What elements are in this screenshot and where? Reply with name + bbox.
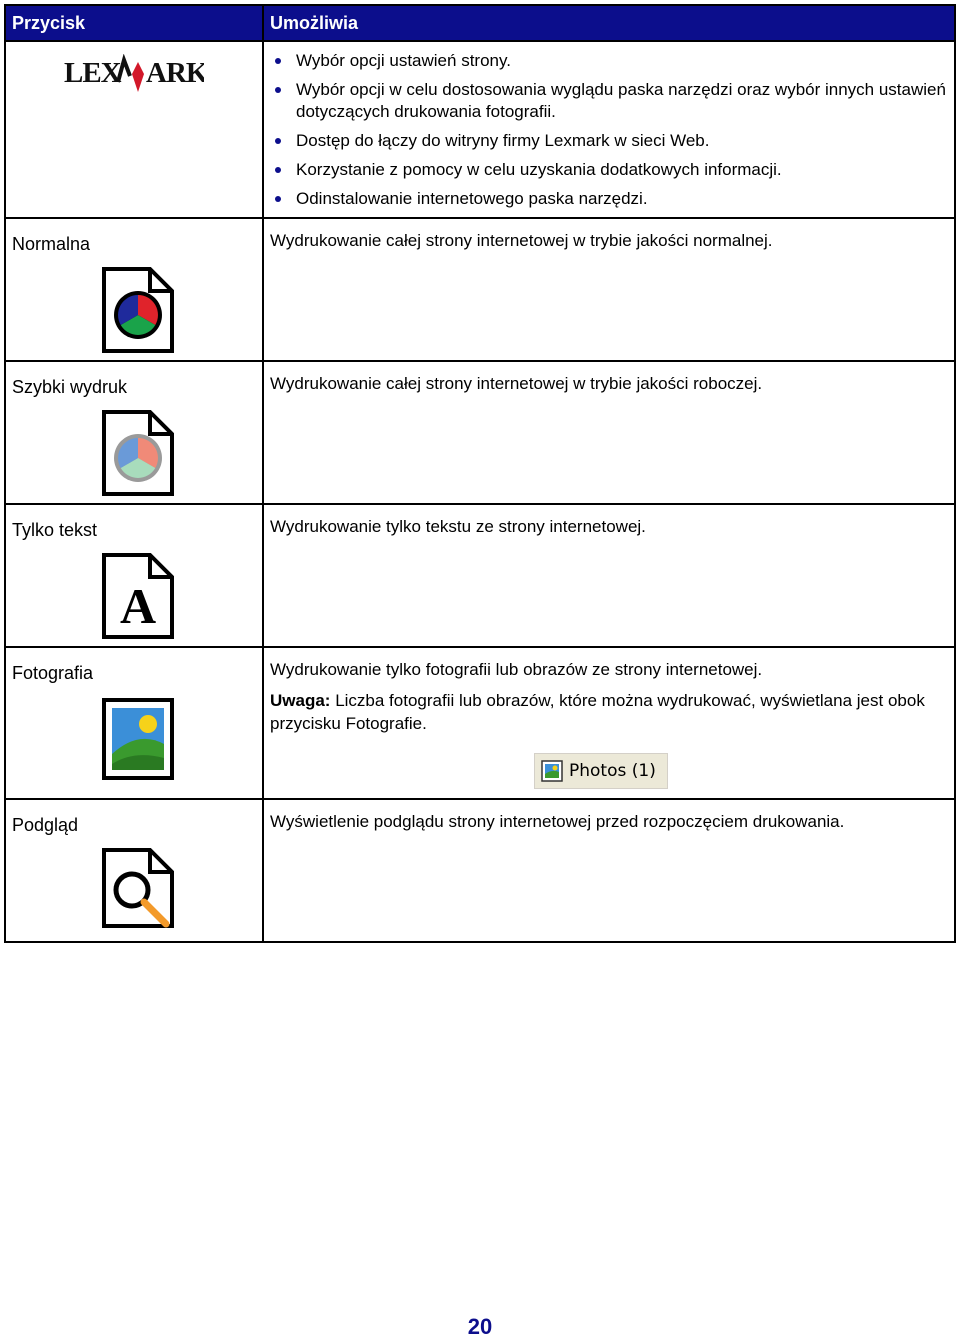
fast-desc-cell <box>263 361 955 504</box>
photo-label: Fotografia <box>12 663 94 683</box>
normal-cell <box>5 218 263 361</box>
fast-label: Szybki wydruk <box>12 377 128 397</box>
svg-text:LEX: LEX <box>64 57 121 89</box>
text-desc-cell <box>263 504 955 647</box>
fast-desc: Wydrukowanie całej strony internetowej w trybie jakości roboczej. <box>270 374 763 393</box>
photo-note <box>264 681 954 735</box>
svg-text:A: A <box>119 578 157 634</box>
toolbar-buttons-table <box>4 4 956 943</box>
preview-magnifier-page-icon[interactable] <box>98 846 178 936</box>
lexmark-options-cell <box>263 41 955 218</box>
list-item: Korzystanie z pomocy w celu uzyskania dodatkowych informacji. <box>272 159 948 181</box>
preview-desc-cell <box>263 799 955 942</box>
preview-desc: Wyświetlenie podglądu strony internetowej przed rozpoczęciem drukowania. <box>270 812 845 831</box>
list-item: Wybór opcji w celu dostosowania wyglądu paska narzędzi oraz wybór innych ustawień dotyczących drukowania fotografii. <box>272 79 948 123</box>
lexmark-cell <box>5 41 263 218</box>
list-item: Odinstalowanie internetowego paska narzędzi. <box>272 188 948 210</box>
preview-label: Podgląd <box>12 815 79 835</box>
header-row <box>5 5 955 41</box>
header-button: Przycisk <box>5 5 263 41</box>
text-desc: Wydrukowanie tylko tekstu ze strony internetowej. <box>270 517 646 536</box>
text-cell <box>5 504 263 647</box>
list-item: Dostęp do łączy do witryny firmy Lexmark w sieci Web. <box>272 130 948 152</box>
table-row-normal <box>5 218 955 361</box>
header-enables: Umożliwia <box>263 5 955 41</box>
page-number: 20 <box>467 1314 493 1339</box>
normal-label: Normalna <box>12 234 91 254</box>
table-row-fast <box>5 361 955 504</box>
svg-text:ARK: ARK <box>146 57 204 89</box>
table-row-lexmark <box>5 41 955 218</box>
normal-desc-cell <box>263 218 955 361</box>
photos-button[interactable] <box>534 753 668 789</box>
note-text: Liczba fotografii lub obrazów, które można wydrukować, wyświetlana jest obok przycisku Fotografie. <box>270 691 925 733</box>
color-pie-page-icon[interactable] <box>98 265 178 355</box>
photo-desc-cell <box>263 647 955 799</box>
photo-desc: Wydrukowanie tylko fotografii lub obrazów ze strony internetowej. <box>270 660 763 679</box>
photo-cell <box>5 647 263 799</box>
photos-button-label: Photos (1) <box>569 761 656 781</box>
text-page-icon[interactable] <box>98 551 178 641</box>
draft-pie-page-icon[interactable] <box>98 408 178 498</box>
text-label: Tylko tekst <box>12 520 98 540</box>
lexmark-menu-list <box>264 42 954 210</box>
preview-cell <box>5 799 263 942</box>
photo-page-icon[interactable] <box>98 694 178 784</box>
table-row-text <box>5 504 955 647</box>
fast-cell <box>5 361 263 504</box>
table-row-photo <box>5 647 955 799</box>
note-label: Uwaga: <box>270 691 331 710</box>
table-row-preview <box>5 799 955 942</box>
photos-thumbnail-icon <box>541 760 563 782</box>
normal-desc: Wydrukowanie całej strony internetowej w trybie jakości normalnej. <box>270 231 773 250</box>
list-item: Wybór opcji ustawień strony. <box>272 50 948 72</box>
lexmark-logo <box>64 54 204 94</box>
